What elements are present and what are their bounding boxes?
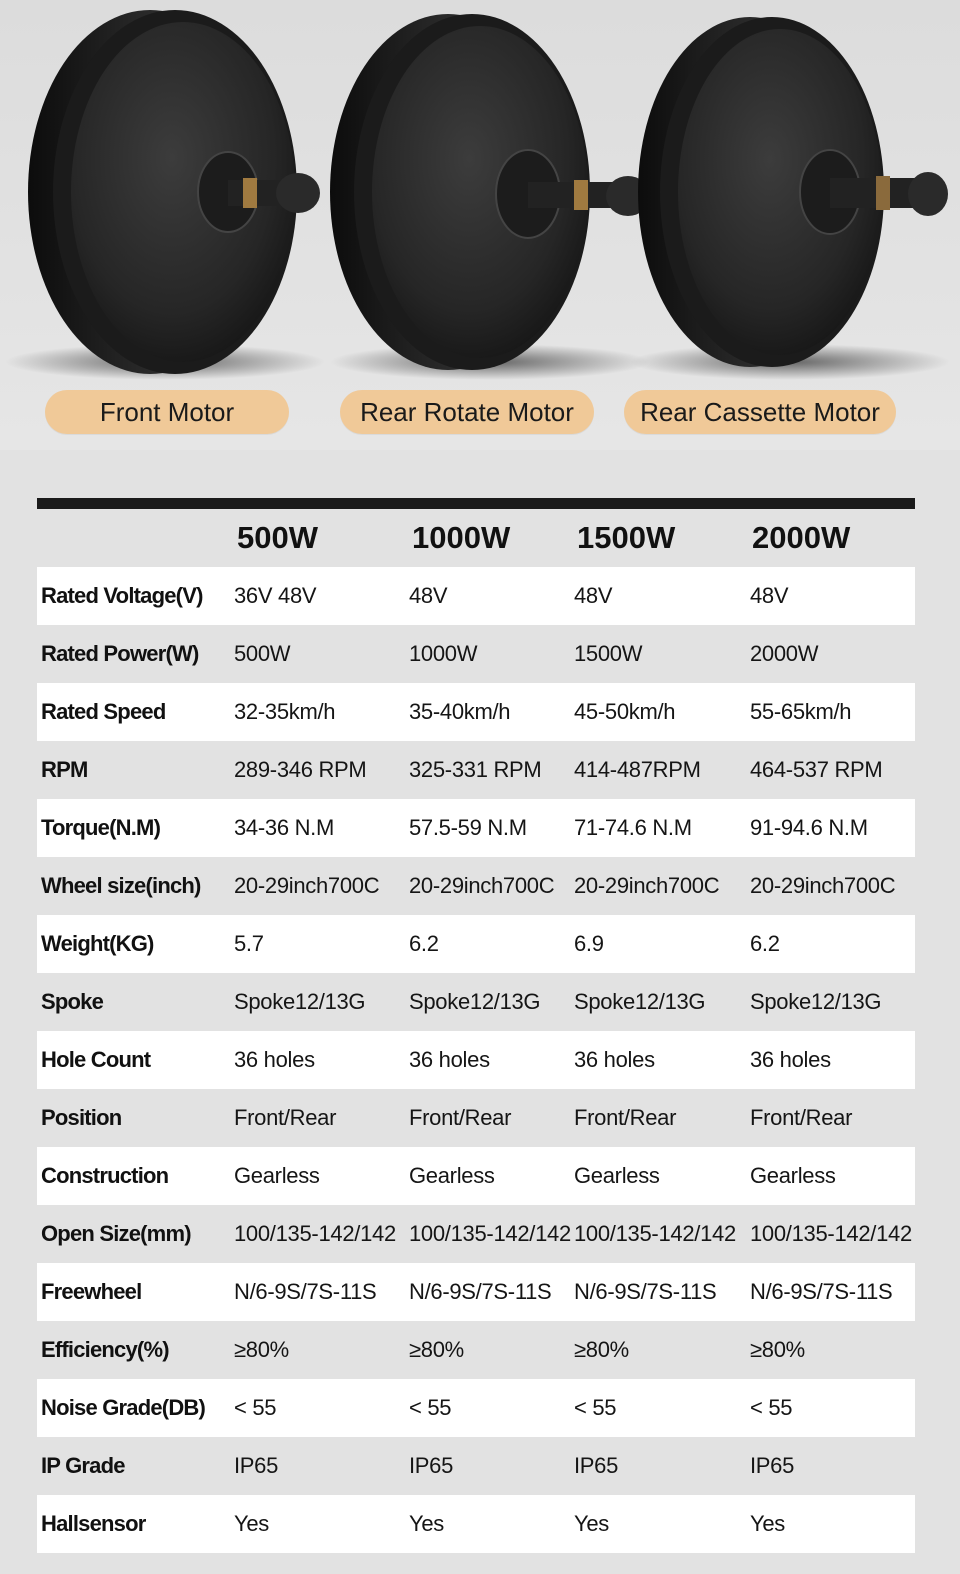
table-cell: < 55 [574,1395,617,1420]
table-cell: 289-346 RPM [234,757,367,782]
table-cell: < 55 [750,1395,793,1420]
table-cell: IP65 [234,1453,279,1478]
table-cell: Yes [234,1511,269,1536]
table-cell: N/6-9S/7S-11S [574,1279,717,1304]
table-cell: 20-29inch700C [574,873,720,898]
row-label: Hallsensor [41,1511,146,1536]
table-cell: Yes [409,1511,444,1536]
table-cell: ≥80% [234,1337,289,1362]
row-label: Hole Count [41,1047,151,1072]
table-cell: Gearless [750,1163,836,1188]
table-cell: ≥80% [409,1337,464,1362]
table-top-bar [37,498,915,509]
row-label: RPM [41,757,88,782]
table-row [37,625,915,683]
table-cell: Gearless [409,1163,495,1188]
table-cell: 100/135-142/142 [234,1221,396,1246]
table-cell: 48V [409,583,448,608]
table-cell: IP65 [750,1453,795,1478]
table-cell: 6.9 [574,931,604,956]
row-label: Spoke [41,989,104,1014]
table-cell: 36V 48V [234,583,317,608]
front-motor-label: Front Motor [45,390,289,434]
row-label: Position [41,1105,122,1130]
table-cell: 325-331 RPM [409,757,542,782]
table-cell: 20-29inch700C [409,873,555,898]
table-cell: ≥80% [750,1337,805,1362]
product-hero [0,0,960,450]
table-row [37,1147,915,1205]
table-row [37,1263,915,1321]
table-cell: 45-50km/h [574,699,676,724]
table-cell: 5.7 [234,931,264,956]
table-body [37,567,915,1553]
table-cell: 500W [234,641,291,666]
column-header: 2000W [752,520,851,555]
row-label: Rated Power(W) [41,641,199,666]
table-cell: Front/Rear [574,1105,677,1130]
table-cell: 48V [574,583,613,608]
rear-cassette-motor-image [630,17,950,380]
table-cell: 1000W [409,641,478,666]
table-cell: 414-487RPM [574,757,701,782]
table-cell: Front/Rear [234,1105,337,1130]
table-row [37,741,915,799]
table-cell: ≥80% [574,1337,629,1362]
table-cell: Gearless [234,1163,320,1188]
row-label: Weight(KG) [41,931,154,956]
table-cell: Front/Rear [750,1105,853,1130]
column-header: 500W [237,520,318,555]
table-cell: 100/135-142/142 [409,1221,571,1246]
table-cell: 48V [750,583,789,608]
table-cell: Yes [750,1511,785,1536]
table-cell: 2000W [750,641,819,666]
table-cell: < 55 [234,1395,277,1420]
table-cell: N/6-9S/7S-11S [409,1279,552,1304]
table-row [37,1089,915,1147]
table-cell: 71-74.6 N.M [574,815,692,840]
table-row [37,1321,915,1379]
rear-rotate-motor-label: Rear Rotate Motor [340,390,594,434]
table-cell: < 55 [409,1395,452,1420]
row-label: Construction [41,1163,169,1188]
table-row [37,1031,915,1089]
table-cell: 20-29inch700C [234,873,380,898]
table-cell: Gearless [574,1163,660,1188]
table-row [37,973,915,1031]
motor-labels [0,390,960,436]
motor-photos [0,0,960,390]
row-label: Freewheel [41,1279,142,1304]
row-label: Rated Voltage(V) [41,583,203,608]
table-row [37,857,915,915]
table-cell: IP65 [409,1453,454,1478]
table-cell: Spoke12/13G [750,989,882,1014]
table-cell: 6.2 [750,931,780,956]
table-cell: Front/Rear [409,1105,512,1130]
table-row [37,1495,915,1553]
table-cell: 36 holes [574,1047,655,1072]
row-label: Efficiency(%) [41,1337,169,1362]
table-cell: 35-40km/h [409,699,511,724]
table-cell: 20-29inch700C [750,873,896,898]
table-cell: Spoke12/13G [234,989,366,1014]
table-row [37,799,915,857]
row-label: Rated Speed [41,699,166,724]
row-label: Open Size(mm) [41,1221,191,1246]
table-cell: 464-537 RPM [750,757,883,782]
row-label: Noise Grade(DB) [41,1395,206,1420]
table-cell: N/6-9S/7S-11S [234,1279,377,1304]
table-cell: N/6-9S/7S-11S [750,1279,893,1304]
table-cell: Spoke12/13G [574,989,706,1014]
table-cell: 55-65km/h [750,699,852,724]
table-cell: Yes [574,1511,609,1536]
table-cell: 100/135-142/142 [750,1221,912,1246]
row-label: IP Grade [41,1453,125,1478]
rear-cassette-motor-label: Rear Cassette Motor [624,390,896,434]
table-cell: Spoke12/13G [409,989,541,1014]
column-header: 1000W [412,520,511,555]
rear-rotate-motor-image [330,14,650,380]
table-header-row [37,509,915,567]
column-header: 1500W [577,520,676,555]
table-row [37,683,915,741]
table-row [37,1379,915,1437]
table-cell: 36 holes [234,1047,315,1072]
table-row [37,1437,915,1495]
table-cell: 100/135-142/142 [574,1221,736,1246]
front-motor-image [5,10,325,380]
table-cell: 1500W [574,641,643,666]
table-cell: 36 holes [750,1047,831,1072]
table-cell: 6.2 [409,931,439,956]
table-cell: IP65 [574,1453,619,1478]
table-cell: 57.5-59 N.M [409,815,527,840]
table-row [37,567,915,625]
table-row [37,1205,915,1263]
table-cell: 34-36 N.M [234,815,335,840]
row-label: Wheel size(inch) [41,873,201,898]
table-cell: 32-35km/h [234,699,336,724]
table-cell: 91-94.6 N.M [750,815,868,840]
row-label: Torque(N.M) [41,815,161,840]
table-row [37,915,915,973]
table-cell: 36 holes [409,1047,490,1072]
spec-table [37,498,915,1553]
